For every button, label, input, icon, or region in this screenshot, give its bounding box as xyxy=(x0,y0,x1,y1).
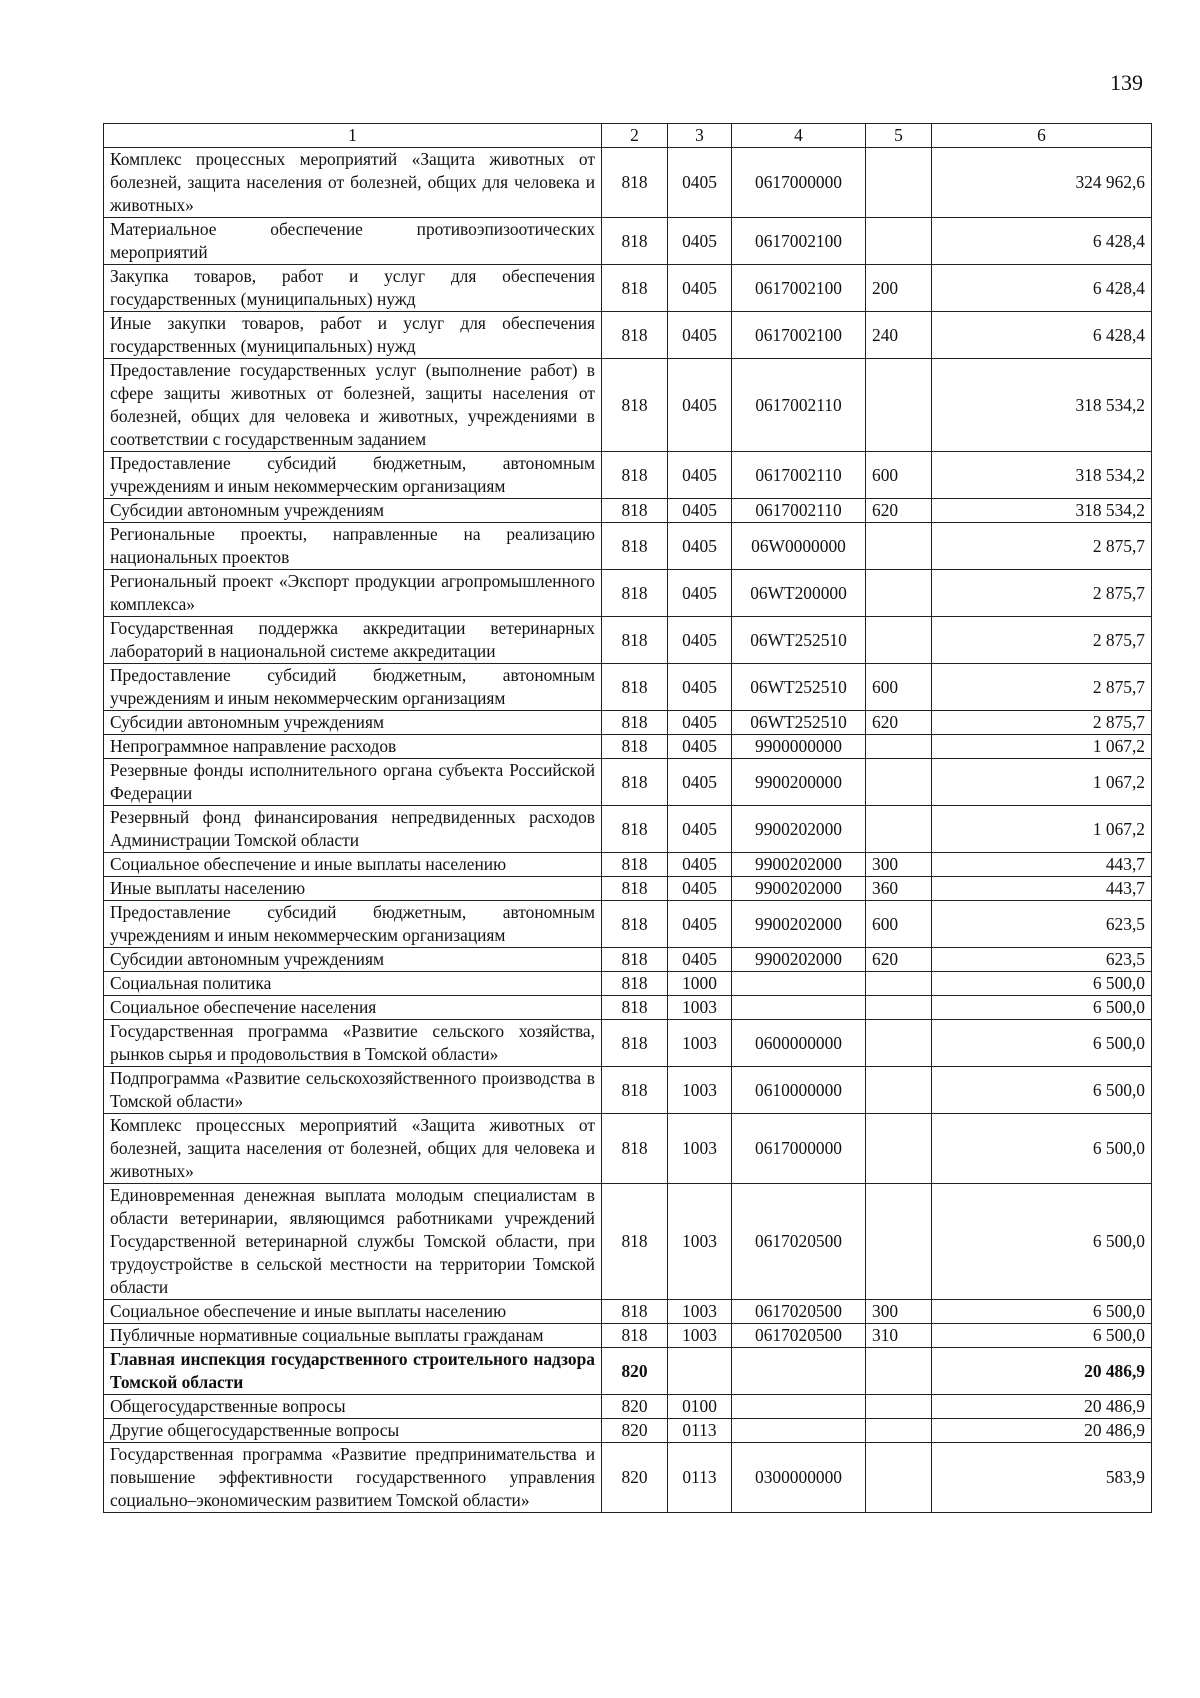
row-name-cell: Предоставление государственных услуг (выполнение работ) в сфере защиты животных от болезней, защиты населения от болезней, общих для человека и животных, учреждениями в соответствии с государственным заданием xyxy=(104,359,602,452)
row-target-article-cell xyxy=(732,996,866,1020)
row-name-cell: Социальное обеспечение населения xyxy=(104,996,602,1020)
row-target-article-cell: 06W0000000 xyxy=(732,523,866,570)
row-amount-cell: 324 962,6 xyxy=(932,148,1152,218)
row-amount-cell: 1 067,2 xyxy=(932,735,1152,759)
row-amount-cell: 583,9 xyxy=(932,1443,1152,1513)
row-amount-cell: 6 500,0 xyxy=(932,996,1152,1020)
row-expense-type-cell: 600 xyxy=(866,452,932,499)
row-expense-type-cell xyxy=(866,735,932,759)
row-target-article-cell: 9900202000 xyxy=(732,877,866,901)
row-amount-cell: 2 875,7 xyxy=(932,523,1152,570)
row-target-article-cell: 0617002110 xyxy=(732,452,866,499)
row-amount-cell: 2 875,7 xyxy=(932,570,1152,617)
row-grbs-cell: 818 xyxy=(602,711,668,735)
table-row xyxy=(104,735,1152,759)
row-section-cell: 0405 xyxy=(668,570,732,617)
row-target-article-cell: 0617020500 xyxy=(732,1300,866,1324)
row-name-cell: Социальное обеспечение и иные выплаты населению xyxy=(104,1300,602,1324)
row-target-article-cell: 0617000000 xyxy=(732,1114,866,1184)
row-amount-cell: 6 428,4 xyxy=(932,265,1152,312)
row-expense-type-cell: 620 xyxy=(866,499,932,523)
table-row xyxy=(104,265,1152,312)
row-expense-type-cell xyxy=(866,359,932,452)
table-row xyxy=(104,617,1152,664)
row-amount-cell: 318 534,2 xyxy=(932,499,1152,523)
row-amount-cell: 6 500,0 xyxy=(932,1300,1152,1324)
table-row xyxy=(104,1067,1152,1114)
row-expense-type-cell xyxy=(866,806,932,853)
row-section-cell: 0405 xyxy=(668,218,732,265)
row-name-cell: Предоставление субсидий бюджетным, автономным учреждениям и иным некоммерческим организациям xyxy=(104,452,602,499)
table-row xyxy=(104,1395,1152,1419)
row-expense-type-cell: 310 xyxy=(866,1324,932,1348)
row-section-cell: 0405 xyxy=(668,759,732,806)
row-section-cell: 0405 xyxy=(668,312,732,359)
row-amount-cell: 623,5 xyxy=(932,901,1152,948)
row-expense-type-cell: 620 xyxy=(866,711,932,735)
row-section-cell: 1003 xyxy=(668,1067,732,1114)
row-name-cell: Подпрограмма «Развитие сельскохозяйственного производства в Томской области» xyxy=(104,1067,602,1114)
row-grbs-cell: 820 xyxy=(602,1395,668,1419)
row-name-cell: Государственная поддержка аккредитации ветеринарных лабораторий в национальной системе аккредитации xyxy=(104,617,602,664)
row-amount-cell: 318 534,2 xyxy=(932,452,1152,499)
row-name-cell: Единовременная денежная выплата молодым специалистам в области ветеринарии, являющимся работниками учреждений Государственной ветеринарной службы Томской области, при трудоустройстве в сельской местности на территории Томской области xyxy=(104,1184,602,1300)
table-row xyxy=(104,499,1152,523)
row-name-cell: Главная инспекция государственного строительного надзора Томской области xyxy=(104,1348,602,1395)
row-grbs-cell: 818 xyxy=(602,877,668,901)
row-section-cell xyxy=(668,1348,732,1395)
row-name-cell: Резервные фонды исполнительного органа субъекта Российской Федерации xyxy=(104,759,602,806)
row-amount-cell: 623,5 xyxy=(932,948,1152,972)
row-amount-cell: 443,7 xyxy=(932,877,1152,901)
row-name-cell: Государственная программа «Развитие сельского хозяйства, рынков сырья и продовольствия в Томской области» xyxy=(104,1020,602,1067)
row-target-article-cell: 0617002100 xyxy=(732,218,866,265)
table-row xyxy=(104,148,1152,218)
row-target-article-cell xyxy=(732,1348,866,1395)
row-target-article-cell xyxy=(732,972,866,996)
row-amount-cell: 6 500,0 xyxy=(932,1067,1152,1114)
row-grbs-cell: 818 xyxy=(602,452,668,499)
row-section-cell: 0405 xyxy=(668,265,732,312)
row-expense-type-cell: 360 xyxy=(866,877,932,901)
row-target-article-cell: 0600000000 xyxy=(732,1020,866,1067)
row-target-article-cell: 0617002100 xyxy=(732,312,866,359)
row-target-article-cell: 0617020500 xyxy=(732,1184,866,1300)
row-name-cell: Социальная политика xyxy=(104,972,602,996)
row-target-article-cell: 0617020500 xyxy=(732,1324,866,1348)
table-row xyxy=(104,972,1152,996)
table-row xyxy=(104,1324,1152,1348)
row-section-cell: 0405 xyxy=(668,806,732,853)
row-grbs-cell: 818 xyxy=(602,1324,668,1348)
table-row xyxy=(104,711,1152,735)
row-expense-type-cell xyxy=(866,570,932,617)
row-grbs-cell: 818 xyxy=(602,972,668,996)
table-row xyxy=(104,1419,1152,1443)
row-section-cell: 0405 xyxy=(668,664,732,711)
row-target-article-cell: 0617002100 xyxy=(732,265,866,312)
table-row xyxy=(104,664,1152,711)
row-target-article-cell: 06WT200000 xyxy=(732,570,866,617)
row-amount-cell: 2 875,7 xyxy=(932,617,1152,664)
row-name-cell: Субсидии автономным учреждениям xyxy=(104,948,602,972)
header-cell: 2 xyxy=(602,124,668,148)
row-expense-type-cell xyxy=(866,1348,932,1395)
table-row xyxy=(104,901,1152,948)
row-target-article-cell xyxy=(732,1419,866,1443)
table-row xyxy=(104,218,1152,265)
header-cell: 3 xyxy=(668,124,732,148)
row-amount-cell: 1 067,2 xyxy=(932,759,1152,806)
row-expense-type-cell: 240 xyxy=(866,312,932,359)
row-expense-type-cell xyxy=(866,523,932,570)
row-expense-type-cell xyxy=(866,218,932,265)
row-target-article-cell: 06WT252510 xyxy=(732,711,866,735)
row-grbs-cell: 818 xyxy=(602,948,668,972)
row-section-cell: 0405 xyxy=(668,148,732,218)
table-row xyxy=(104,1348,1152,1395)
row-expense-type-cell xyxy=(866,617,932,664)
row-grbs-cell: 818 xyxy=(602,265,668,312)
row-name-cell: Публичные нормативные социальные выплаты гражданам xyxy=(104,1324,602,1348)
row-name-cell: Непрограммное направление расходов xyxy=(104,735,602,759)
row-target-article-cell: 06WT252510 xyxy=(732,664,866,711)
table-row xyxy=(104,996,1152,1020)
row-amount-cell: 2 875,7 xyxy=(932,664,1152,711)
row-expense-type-cell xyxy=(866,996,932,1020)
row-expense-type-cell xyxy=(866,1395,932,1419)
table-row xyxy=(104,1020,1152,1067)
row-amount-cell: 6 500,0 xyxy=(932,1184,1152,1300)
row-expense-type-cell xyxy=(866,148,932,218)
table-row xyxy=(104,806,1152,853)
table-row xyxy=(104,452,1152,499)
row-target-article-cell: 9900200000 xyxy=(732,759,866,806)
row-grbs-cell: 820 xyxy=(602,1419,668,1443)
row-amount-cell: 443,7 xyxy=(932,853,1152,877)
row-section-cell: 0113 xyxy=(668,1419,732,1443)
row-name-cell: Закупка товаров, работ и услуг для обеспечения государственных (муниципальных) нужд xyxy=(104,265,602,312)
row-target-article-cell: 9900202000 xyxy=(732,901,866,948)
row-target-article-cell: 0617000000 xyxy=(732,148,866,218)
row-expense-type-cell: 600 xyxy=(866,901,932,948)
row-amount-cell: 6 500,0 xyxy=(932,1114,1152,1184)
row-grbs-cell: 818 xyxy=(602,523,668,570)
row-name-cell: Региональный проект «Экспорт продукции агропромышленного комплекса» xyxy=(104,570,602,617)
row-grbs-cell: 818 xyxy=(602,1184,668,1300)
row-section-cell: 0405 xyxy=(668,617,732,664)
header-cell: 5 xyxy=(866,124,932,148)
row-expense-type-cell: 300 xyxy=(866,1300,932,1324)
row-amount-cell: 6 500,0 xyxy=(932,1020,1152,1067)
page-number: 139 xyxy=(1110,70,1143,95)
row-amount-cell: 6 428,4 xyxy=(932,218,1152,265)
table-row xyxy=(104,877,1152,901)
row-grbs-cell: 818 xyxy=(602,218,668,265)
row-name-cell: Комплекс процессных мероприятий «Защита животных от болезней, защита населения от болезней, общих для человека и животных» xyxy=(104,148,602,218)
row-amount-cell: 20 486,9 xyxy=(932,1419,1152,1443)
row-name-cell: Общегосударственные вопросы xyxy=(104,1395,602,1419)
row-grbs-cell: 818 xyxy=(602,312,668,359)
row-grbs-cell: 820 xyxy=(602,1443,668,1513)
row-grbs-cell: 818 xyxy=(602,759,668,806)
row-section-cell: 0405 xyxy=(668,901,732,948)
row-grbs-cell: 818 xyxy=(602,664,668,711)
row-grbs-cell: 818 xyxy=(602,806,668,853)
row-expense-type-cell xyxy=(866,1419,932,1443)
row-grbs-cell: 818 xyxy=(602,148,668,218)
row-section-cell: 1000 xyxy=(668,972,732,996)
row-amount-cell: 2 875,7 xyxy=(932,711,1152,735)
row-target-article-cell: 0617002110 xyxy=(732,359,866,452)
row-grbs-cell: 820 xyxy=(602,1348,668,1395)
row-section-cell: 1003 xyxy=(668,996,732,1020)
row-section-cell: 0405 xyxy=(668,499,732,523)
row-grbs-cell: 818 xyxy=(602,499,668,523)
row-section-cell: 1003 xyxy=(668,1324,732,1348)
row-section-cell: 1003 xyxy=(668,1300,732,1324)
row-name-cell: Предоставление субсидий бюджетным, автономным учреждениям и иным некоммерческим организациям xyxy=(104,901,602,948)
row-section-cell: 1003 xyxy=(668,1020,732,1067)
row-section-cell: 0405 xyxy=(668,735,732,759)
row-section-cell: 0405 xyxy=(668,948,732,972)
table-row xyxy=(104,1184,1152,1300)
row-name-cell: Социальное обеспечение и иные выплаты населению xyxy=(104,853,602,877)
row-target-article-cell: 9900202000 xyxy=(732,806,866,853)
row-name-cell: Субсидии автономным учреждениям xyxy=(104,711,602,735)
row-name-cell: Другие общегосударственные вопросы xyxy=(104,1419,602,1443)
table-row xyxy=(104,948,1152,972)
table-row xyxy=(104,759,1152,806)
row-name-cell: Резервный фонд финансирования непредвиденных расходов Администрации Томской области xyxy=(104,806,602,853)
table-row xyxy=(104,1300,1152,1324)
row-amount-cell: 6 500,0 xyxy=(932,972,1152,996)
row-name-cell: Комплекс процессных мероприятий «Защита животных от болезней, защита населения от болезней, общих для человека и животных» xyxy=(104,1114,602,1184)
table-row xyxy=(104,312,1152,359)
budget-table xyxy=(103,123,1152,1513)
row-grbs-cell: 818 xyxy=(602,853,668,877)
row-amount-cell: 318 534,2 xyxy=(932,359,1152,452)
row-grbs-cell: 818 xyxy=(602,996,668,1020)
table-row xyxy=(104,523,1152,570)
row-section-cell: 0113 xyxy=(668,1443,732,1513)
row-section-cell: 0405 xyxy=(668,452,732,499)
table-row xyxy=(104,1114,1152,1184)
row-grbs-cell: 818 xyxy=(602,1067,668,1114)
header-cell: 4 xyxy=(732,124,866,148)
header-cell: 6 xyxy=(932,124,1152,148)
row-amount-cell: 1 067,2 xyxy=(932,806,1152,853)
row-name-cell: Государственная программа «Развитие предпринимательства и повышение эффективности государственного управления социально–экономическим развитием Томской области» xyxy=(104,1443,602,1513)
row-expense-type-cell xyxy=(866,1020,932,1067)
row-name-cell: Иные выплаты населению xyxy=(104,877,602,901)
row-amount-cell: 6 500,0 xyxy=(932,1324,1152,1348)
row-section-cell: 0405 xyxy=(668,877,732,901)
row-grbs-cell: 818 xyxy=(602,735,668,759)
table-row xyxy=(104,359,1152,452)
row-grbs-cell: 818 xyxy=(602,1114,668,1184)
row-grbs-cell: 818 xyxy=(602,617,668,664)
row-target-article-cell: 0610000000 xyxy=(732,1067,866,1114)
row-name-cell: Предоставление субсидий бюджетным, автономным учреждениям и иным некоммерческим организациям xyxy=(104,664,602,711)
row-section-cell: 1003 xyxy=(668,1114,732,1184)
row-expense-type-cell: 300 xyxy=(866,853,932,877)
row-target-article-cell: 0300000000 xyxy=(732,1443,866,1513)
row-expense-type-cell xyxy=(866,1067,932,1114)
row-section-cell: 1003 xyxy=(668,1184,732,1300)
row-name-cell: Материальное обеспечение противоэпизоотических мероприятий xyxy=(104,218,602,265)
row-name-cell: Региональные проекты, направленные на реализацию национальных проектов xyxy=(104,523,602,570)
row-section-cell: 0100 xyxy=(668,1395,732,1419)
row-expense-type-cell xyxy=(866,972,932,996)
row-expense-type-cell: 600 xyxy=(866,664,932,711)
row-expense-type-cell xyxy=(866,1114,932,1184)
row-grbs-cell: 818 xyxy=(602,570,668,617)
table-row xyxy=(104,570,1152,617)
table-row xyxy=(104,1443,1152,1513)
row-name-cell: Субсидии автономным учреждениям xyxy=(104,499,602,523)
row-amount-cell: 6 428,4 xyxy=(932,312,1152,359)
row-expense-type-cell xyxy=(866,1443,932,1513)
row-section-cell: 0405 xyxy=(668,359,732,452)
row-grbs-cell: 818 xyxy=(602,901,668,948)
row-expense-type-cell: 200 xyxy=(866,265,932,312)
row-section-cell: 0405 xyxy=(668,711,732,735)
row-target-article-cell: 9900202000 xyxy=(732,948,866,972)
row-name-cell: Иные закупки товаров, работ и услуг для обеспечения государственных (муниципальных) нужд xyxy=(104,312,602,359)
row-target-article-cell: 9900202000 xyxy=(732,853,866,877)
header-cell: 1 xyxy=(104,124,602,148)
row-target-article-cell xyxy=(732,1395,866,1419)
row-amount-cell: 20 486,9 xyxy=(932,1348,1152,1395)
table-header-row xyxy=(104,124,1152,148)
row-expense-type-cell xyxy=(866,1184,932,1300)
row-section-cell: 0405 xyxy=(668,853,732,877)
row-section-cell: 0405 xyxy=(668,523,732,570)
row-target-article-cell: 06WT252510 xyxy=(732,617,866,664)
table-row xyxy=(104,853,1152,877)
row-grbs-cell: 818 xyxy=(602,1020,668,1067)
row-target-article-cell: 9900000000 xyxy=(732,735,866,759)
row-amount-cell: 20 486,9 xyxy=(932,1395,1152,1419)
row-target-article-cell: 0617002110 xyxy=(732,499,866,523)
row-grbs-cell: 818 xyxy=(602,359,668,452)
row-expense-type-cell: 620 xyxy=(866,948,932,972)
row-expense-type-cell xyxy=(866,759,932,806)
row-grbs-cell: 818 xyxy=(602,1300,668,1324)
